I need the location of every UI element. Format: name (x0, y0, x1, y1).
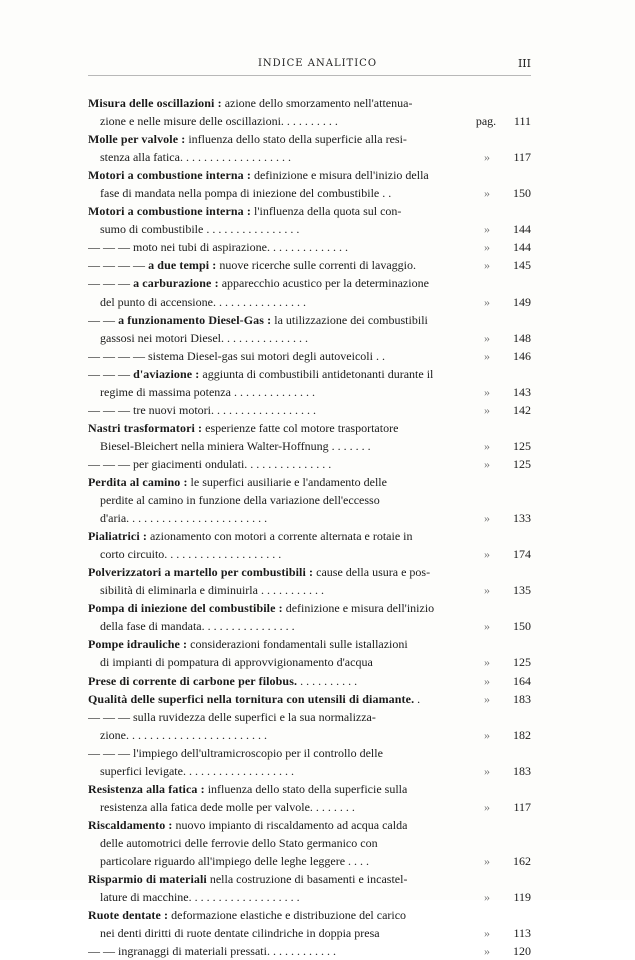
entry-page-number: 117 (513, 150, 531, 165)
index-entry (88, 94, 531, 112)
entry-text (100, 834, 378, 852)
entry-text (88, 130, 407, 148)
entry-page-reference (471, 942, 531, 960)
entry-text (88, 942, 336, 960)
index-entry (88, 238, 531, 256)
entry-heading: a carburazione : (130, 276, 219, 291)
index-entry (88, 942, 531, 960)
entry-text (100, 798, 355, 816)
entry-text (88, 455, 331, 473)
entry-description: influenza dello stato della superficie alla resi- (185, 132, 407, 147)
entry-page-marker: » (484, 691, 490, 706)
entry-heading: Molle per valvole : (88, 132, 186, 147)
entry-continuation-text: zione. . . . . . . . . . . . . . . . . . . . . . . . (100, 727, 267, 742)
entry-text (100, 888, 300, 906)
index-entry-continuation (88, 184, 531, 202)
entry-description: sulla ruvidezza delle superfici e la sua normalizza- (130, 709, 376, 724)
entry-page-reference (471, 437, 531, 455)
entry-page-marker: » (484, 294, 490, 309)
entry-page-number: 125 (513, 456, 531, 471)
entry-description: . . . . . . . . . . (297, 673, 358, 688)
index-entry (88, 672, 531, 690)
entry-heading: Misura delle oscillazioni : (88, 96, 222, 110)
entry-page-number: 149 (513, 294, 531, 309)
entry-repeat-dash: — — — — (88, 258, 145, 273)
index-entry (88, 401, 531, 419)
entry-page-number: 117 (513, 799, 531, 814)
entry-description: azione dello smorzamento nell'attenua- (221, 96, 413, 110)
entry-text (100, 509, 267, 527)
entry-page-reference (471, 455, 531, 473)
entry-continuation-text: di impianti di pompatura di approvvigionamento d'acqua (100, 655, 373, 670)
entry-heading: Ruote dentate : (88, 908, 169, 923)
entry-description: nuove ricerche sulle correnti di lavaggio. (216, 258, 416, 273)
index-entry (88, 365, 531, 383)
entry-continuation-text: regime di massima potenza . . . . . . . . . . . . . . (100, 384, 315, 399)
index-entries (88, 94, 531, 960)
entry-page-reference (471, 726, 531, 744)
entry-page-number: 145 (513, 258, 531, 273)
entry-page-marker: » (484, 330, 490, 345)
entry-page-reference (471, 852, 531, 870)
entry-text (100, 581, 324, 599)
entry-continuation-text: Biesel-Bleichert nella miniera Walter-Hoffnung . . . . . . . (100, 438, 371, 453)
entry-page-reference (471, 220, 531, 238)
entry-description: considerazioni fondamentali sulle istallazioni (187, 637, 408, 652)
entry-heading: Polverizzatori a martello per combustibili : (88, 565, 314, 580)
entry-description: tre nuovi motori. . . . . . . . . . . . . . . . . . (130, 402, 316, 417)
entry-heading: Resistenza alla fatica : (88, 781, 205, 796)
entry-page-number: 148 (513, 330, 531, 345)
entry-page-marker: » (484, 384, 490, 399)
entry-page-marker: » (484, 438, 490, 453)
entry-description: aggiunta di combustibili antidetonanti durante il (199, 366, 434, 381)
entry-page-reference (471, 112, 531, 130)
entry-page-marker: » (484, 673, 490, 688)
entry-continuation-text: perdite al camino in funzione della variazione dell'eccesso (100, 493, 380, 508)
entry-text (88, 94, 412, 112)
entry-page-reference (471, 617, 531, 635)
entry-page-number: 150 (513, 186, 531, 201)
entry-text (100, 852, 369, 870)
index-entry-continuation (88, 617, 531, 635)
entry-text (88, 816, 407, 834)
entry-page-marker: » (484, 655, 490, 670)
entry-page-marker: » (484, 186, 490, 201)
entry-page-marker: pag. (475, 114, 497, 129)
entry-page-number: 164 (513, 673, 531, 688)
index-entry (88, 311, 531, 329)
entry-page-number: 144 (513, 222, 531, 237)
index-entry (88, 599, 531, 617)
entry-description: influenza dello stato della superficie sulla (204, 781, 408, 796)
entry-text (88, 635, 408, 653)
entry-description: ingranaggi di materiali pressati. . . . . . . . . . . . (115, 944, 336, 959)
index-entry-continuation (88, 383, 531, 401)
entry-page-marker: » (484, 853, 490, 868)
entry-continuation-text: lature di macchine. . . . . . . . . . . . . . . . . . . (100, 890, 300, 905)
entry-text (100, 220, 299, 238)
entry-heading: d'aviazione : (130, 366, 200, 381)
entry-text (88, 419, 398, 437)
entry-page-reference (471, 581, 531, 599)
entry-description: esperienze fatte col motore trasportatore (202, 420, 399, 435)
index-entry (88, 256, 531, 274)
entry-text (88, 563, 430, 581)
entry-repeat-dash: — — — (88, 276, 130, 291)
entry-page-reference (471, 329, 531, 347)
entry-page-number: 125 (513, 655, 531, 670)
index-entry (88, 419, 531, 437)
entry-page-marker: » (484, 944, 490, 959)
entry-continuation-text: zione e nelle misure delle oscillazioni. . . . . . . . . . (100, 114, 338, 129)
entry-continuation-text: sumo di combustibile . . . . . . . . . . . . . . . . (100, 222, 300, 237)
entry-repeat-dash: — — — — (88, 348, 145, 363)
entry-page-reference (471, 888, 531, 906)
entry-text (88, 870, 407, 888)
entry-page-number: 133 (513, 511, 531, 526)
entry-repeat-dash: — — — (88, 402, 130, 417)
entry-page-reference (471, 762, 531, 780)
entry-repeat-dash: — — — (88, 366, 130, 381)
index-entry-continuation (88, 437, 531, 455)
entry-text (100, 383, 315, 401)
entry-heading: a funzionamento Diesel-Gas : (115, 312, 272, 327)
index-entry (88, 708, 531, 726)
running-header-title: INDICE ANALITICO (257, 58, 378, 69)
entry-text (88, 599, 434, 617)
entry-description: nuovo impianto di riscaldamento ad acqua calda (172, 817, 408, 832)
index-entry-continuation (88, 148, 531, 166)
entry-heading: Motori a combustione interna : (88, 168, 251, 183)
entry-heading: a due tempi : (145, 258, 217, 273)
entry-repeat-dash: — — (88, 944, 115, 959)
index-entry-continuation (88, 924, 531, 942)
entry-page-number: 125 (513, 438, 531, 453)
entry-page-number: 135 (513, 583, 531, 598)
entry-page-reference (471, 672, 531, 690)
entry-heading: Pompa di iniezione del combustibile : (88, 601, 283, 616)
index-entry (88, 906, 531, 924)
entry-heading: Qualità delle superfici nella tornitura con utensili di diamante. (88, 691, 415, 706)
entry-description: apparecchio acustico per la determinazione (218, 276, 429, 291)
index-entry-continuation (88, 509, 531, 527)
header-rule (88, 75, 531, 76)
entry-continuation-text: particolare riguardo all'impiego delle leghe leggere . . . . (100, 853, 370, 868)
index-entry (88, 527, 531, 545)
index-entry-continuation (88, 112, 531, 130)
entry-page-number: 162 (513, 853, 531, 868)
entry-page-reference (471, 653, 531, 671)
index-entry (88, 870, 531, 888)
entry-text (100, 617, 295, 635)
entry-repeat-dash: — — (88, 312, 115, 327)
entry-page-reference (471, 798, 531, 816)
entry-continuation-text: stenza alla fatica. . . . . . . . . . . . . . . . . . . (100, 150, 291, 165)
entry-page-number: 144 (513, 240, 531, 255)
entry-text (100, 726, 267, 744)
index-entry (88, 744, 531, 762)
entry-text (88, 473, 387, 491)
entry-text (100, 293, 306, 311)
entry-text (88, 906, 406, 924)
entry-page-marker: » (484, 511, 490, 526)
entry-description: . (414, 691, 421, 706)
entry-text (88, 672, 357, 690)
entry-page-marker: » (484, 619, 490, 634)
index-entry-continuation (88, 852, 531, 870)
index-entry (88, 274, 531, 292)
entry-page-reference (471, 690, 531, 708)
entry-description: moto nei tubi di aspirazione. . . . . . . . . . . . . . (130, 240, 348, 255)
index-entry-continuation (88, 329, 531, 347)
entry-heading: Risparmio di materiali (88, 872, 207, 887)
entry-page-number: 150 (513, 619, 531, 634)
index-entry-continuation (88, 545, 531, 563)
entry-page-number: 120 (513, 944, 531, 959)
entry-repeat-dash: — — — (88, 745, 130, 760)
index-entry-continuation (88, 798, 531, 816)
entry-page-reference (471, 148, 531, 166)
entry-text (100, 437, 371, 455)
entry-page-marker: » (484, 348, 490, 363)
entry-continuation-text: fase di mandata nella pompa di iniezione del combustibile . . (100, 186, 392, 201)
entry-description: sistema Diesel-gas sui motori degli autoveicoli . . (145, 348, 385, 363)
entry-repeat-dash: — — — (88, 240, 130, 255)
entry-description: per giacimenti ondulati. . . . . . . . . . . . . . . (130, 456, 332, 471)
entry-continuation-text: del punto di accensione. . . . . . . . . . . . . . . . (100, 294, 306, 309)
entry-page-marker: » (484, 890, 490, 905)
entry-text (88, 527, 413, 545)
entry-page-number: 119 (513, 890, 531, 905)
entry-text (88, 690, 420, 708)
entry-heading: Nastri trasformatori : (88, 420, 203, 435)
entry-text (100, 184, 391, 202)
entry-page-number: 182 (513, 727, 531, 742)
entry-text (100, 924, 380, 942)
entry-page-number: 146 (513, 348, 531, 363)
entry-text (88, 166, 429, 184)
entry-page-number: 183 (513, 763, 531, 778)
entry-text (100, 491, 380, 509)
entry-description: definizione e misura dell'inizio della (250, 168, 429, 183)
entry-continuation-text: superfici levigate. . . . . . . . . . . . . . . . . . . (100, 763, 294, 778)
entry-repeat-dash: — — — (88, 709, 130, 724)
entry-continuation-text: sibilità di eliminarla e diminuirla . . . . . . . . . . . (100, 583, 324, 598)
index-entry-continuation (88, 726, 531, 744)
index-entry-continuation (88, 653, 531, 671)
entry-text (100, 762, 294, 780)
entry-page-marker: » (484, 547, 490, 562)
index-entry (88, 166, 531, 184)
index-entry (88, 202, 531, 220)
entry-page-marker: » (484, 583, 490, 598)
entry-page-marker: » (484, 150, 490, 165)
index-entry (88, 455, 531, 473)
entry-heading: Perdita al camino : (88, 474, 188, 489)
entry-text (100, 653, 373, 671)
entry-text (100, 329, 308, 347)
entry-page-number: 111 (513, 114, 531, 129)
index-entry (88, 635, 531, 653)
index-entry-continuation (88, 491, 531, 509)
entry-page-marker: » (484, 258, 490, 273)
entry-text (88, 347, 385, 365)
entry-description: definizione e misura dell'inizio (282, 601, 435, 616)
entry-text (88, 365, 433, 383)
entry-text (88, 311, 428, 329)
index-entry-continuation (88, 834, 531, 852)
entry-description: azionamento con motori a corrente alternata e rotaie in (146, 529, 413, 544)
index-entry (88, 780, 531, 798)
index-entry (88, 130, 531, 148)
entry-description: deformazione elastiche e distribuzione del carico (168, 908, 407, 923)
entry-repeat-dash: — — — (88, 456, 130, 471)
entry-text (88, 238, 348, 256)
entry-page-reference (471, 293, 531, 311)
entry-page-reference (471, 256, 531, 274)
entry-page-number: 142 (513, 402, 531, 417)
entry-text (100, 545, 281, 563)
entry-page-marker: » (484, 456, 490, 471)
index-entry-continuation (88, 293, 531, 311)
entry-page-reference (471, 924, 531, 942)
entry-description: la utilizzazione dei combustibili (271, 312, 428, 327)
entry-page-number: 183 (513, 691, 531, 706)
index-entry (88, 473, 531, 491)
entry-page-marker: » (484, 926, 490, 941)
entry-page-reference (471, 238, 531, 256)
entry-page-marker: » (484, 799, 490, 814)
entry-page-reference (471, 383, 531, 401)
index-entry (88, 690, 531, 708)
entry-page-marker: » (484, 240, 490, 255)
entry-text (88, 780, 407, 798)
entry-page-marker: » (484, 763, 490, 778)
entry-heading: Motori a combustione interna : (88, 204, 251, 219)
entry-description: l'impiego dell'ultramicroscopio per il controllo delle (130, 745, 383, 760)
index-entry-continuation (88, 888, 531, 906)
entry-page-number: 143 (513, 384, 531, 399)
entry-description: cause della usura e pos- (313, 565, 431, 580)
entry-heading: Riscaldamento : (88, 817, 173, 832)
entry-description: le superfici ausiliarie e l'andamento delle (187, 474, 387, 489)
entry-continuation-text: resistenza alla fatica dede molle per valvole. . . . . . . . (100, 799, 355, 814)
entry-page-number: 174 (513, 547, 531, 562)
index-entry-continuation (88, 762, 531, 780)
entry-page-marker: » (484, 222, 490, 237)
entry-heading: Pompe idrauliche : (88, 637, 188, 652)
entry-page-number: 113 (513, 926, 531, 941)
running-header-page-number: III (517, 57, 531, 70)
entry-page-reference (471, 401, 531, 419)
entry-continuation-text: gassosi nei motori Diesel. . . . . . . . . . . . . . . (100, 330, 308, 345)
entry-text (88, 708, 376, 726)
entry-description: nella costruzione di basamenti e incastel- (206, 872, 408, 887)
entry-text (88, 274, 429, 292)
entry-page-reference (471, 184, 531, 202)
entry-text (88, 744, 383, 762)
index-entry-continuation (88, 220, 531, 238)
entry-continuation-text: d'aria. . . . . . . . . . . . . . . . . . . . . . . . (100, 511, 268, 526)
entry-text (88, 256, 416, 274)
entry-continuation-text: nei denti diritti di ruote dentate cilindriche in doppia presa (100, 926, 380, 941)
entry-text (100, 112, 338, 130)
entry-page-marker: » (484, 727, 490, 742)
entry-heading: Pialiatrici : (88, 529, 147, 544)
index-entry (88, 347, 531, 365)
entry-page-reference (471, 347, 531, 365)
entry-text (88, 401, 316, 419)
entry-page-reference (471, 509, 531, 527)
entry-continuation-text: corto circuito. . . . . . . . . . . . . . . . . . . . (100, 547, 282, 562)
entry-page-reference (471, 545, 531, 563)
entry-continuation-text: della fase di mandata. . . . . . . . . . . . . . . . (100, 619, 295, 634)
index-entry (88, 563, 531, 581)
entry-continuation-text: delle automotrici delle ferrovie dello Stato germanico con (100, 835, 378, 850)
entry-text (100, 148, 291, 166)
entry-page-marker: » (484, 402, 490, 417)
entry-text (88, 202, 401, 220)
index-entry-continuation (88, 581, 531, 599)
index-entry (88, 816, 531, 834)
entry-heading: Prese di corrente di carbone per filobus. (88, 673, 298, 688)
entry-description: l'influenza della quota sul con- (250, 204, 402, 219)
